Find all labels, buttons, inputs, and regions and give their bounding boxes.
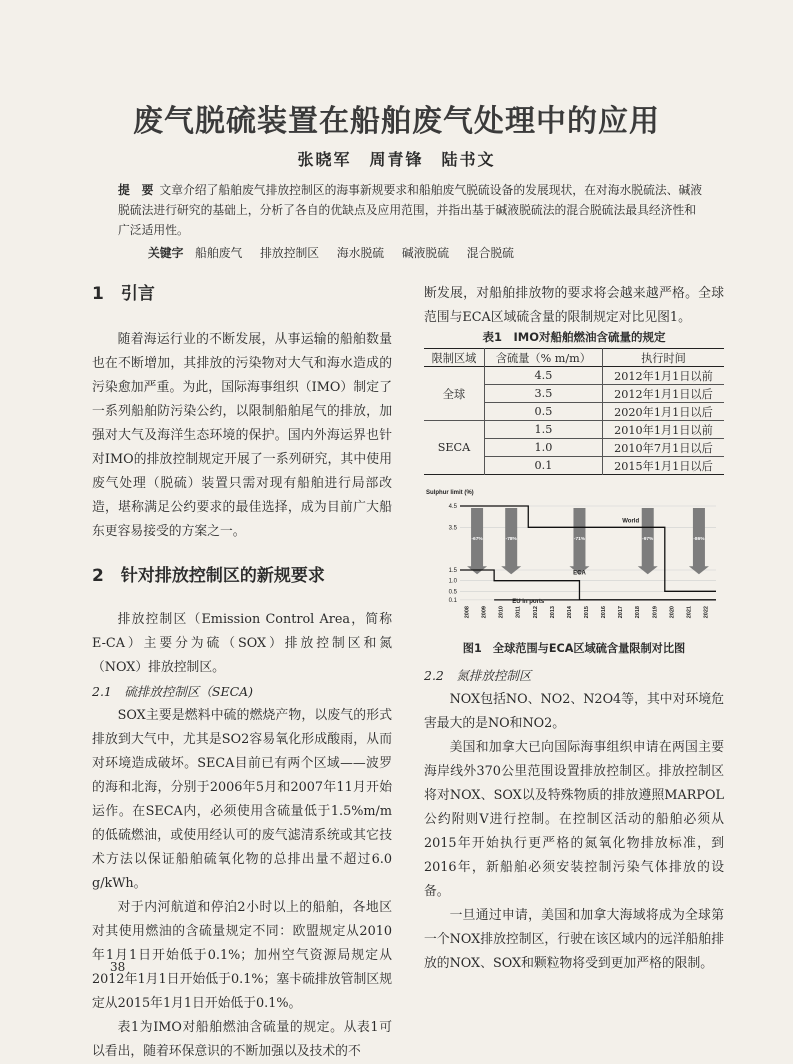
table-cell: 2010年1月1日以前 <box>614 423 713 437</box>
x-tick-label: 2010 <box>498 606 505 619</box>
table-cell: 2015年1月1日以后 <box>614 459 713 473</box>
x-tick-label: 2021 <box>686 606 693 619</box>
y-tick-label: 1.5 <box>448 568 457 574</box>
table-cell: 0.1 <box>484 457 602 475</box>
sulphur-limit-table <box>424 348 724 475</box>
x-tick-label: 2018 <box>635 606 642 619</box>
sulphur-chart <box>424 484 724 634</box>
x-tick-label: 2014 <box>566 606 573 619</box>
table-cell: 3.5 <box>484 385 602 403</box>
x-tick-label: 2012 <box>532 606 539 619</box>
keyword: 海水脱硫 <box>336 246 385 260</box>
keyword: 混合脱硫 <box>466 246 514 260</box>
section-2-1-paragraph: 表1为IMO对船舶燃油含硫量的规定。从表1可以看出，随着环保意识的不断加强以及技术的不 <box>92 1020 392 1059</box>
paper-title: 废气脱硫装置在船舶废气处理中的应用 <box>133 104 660 139</box>
abstract-text: 文章介绍了船舶废气排放控制区的海事新规要求和船舶废气脱硫设备的发展现状，在对海水脱硫法、碱液脱硫法进行研究的基础上，分析了各自的优缺点及应用范围，并指出基于碱液脱硫法的混合脱硫法最具经济性和广泛适用性。 <box>118 183 703 237</box>
section-2-2-paragraph: 美国和加拿大已向国际海事组织申请在两国主要海岸线外370公里范围设置排放控制区。排放控制区将对NOX、SOX以及特殊物质的排放遵照MARPOL公约附则V进行控制。在控制区活动的船舶必须从2015年开始执行更严格的氮氧化物排放标准，到2016年，新船舶必须安装控制污染气体排放的设备。 <box>424 740 724 899</box>
table-cell: 4.5 <box>484 367 602 385</box>
authors: 张晓军 周青锋 陆书文 <box>297 150 496 169</box>
y-tick-label: 4.5 <box>448 504 457 510</box>
section-2-2-heading: 2.2 氮排放控制区 <box>424 668 532 683</box>
table-cell: 2010年7月1日以后 <box>614 441 713 455</box>
figure-caption: 图1 全球范围与ECA区域硫含量限制对比图 <box>462 642 686 655</box>
x-tick-label: 2009 <box>481 606 488 619</box>
section-2-1-paragraph: 对于内河航道和停泊2小时以上的船舶，各地区对其使用燃油的含硫量规定不同：欧盟规定从2010年1月1日开始低于0.1%；加州空气资源局规定从2012年1月1日开始低于0.1%；塞卡硫排放管制区规定从2015年1月1日开始低于0.1%。 <box>92 900 392 1011</box>
right-column-top <box>424 282 724 330</box>
page-number: 38 <box>110 960 126 974</box>
table-cell: 2020年1月1日以后 <box>614 405 713 419</box>
table-row <box>424 367 724 385</box>
table-cell: 2012年1月1日以后 <box>614 387 713 401</box>
keyword: 排放控制区 <box>260 246 320 260</box>
x-tick-label: 2013 <box>549 606 556 619</box>
table-cell: 1.0 <box>484 439 602 457</box>
x-tick-label: 2015 <box>584 606 590 619</box>
abstract-label: 提 要 <box>118 183 154 197</box>
y-tick-label: 0.1 <box>448 597 457 604</box>
section-2-paragraph: 排放控制区（Emission Control Area，简称E-CA）主要分为硫（SOX）排放控制区和氮（NOX）排放控制区。 <box>92 612 392 675</box>
section-2-1-heading: 2.1 硫排放控制区（SECA) <box>92 684 254 699</box>
x-tick-label: 2019 <box>652 606 659 619</box>
continued-paragraph: 断发展，对船舶排放物的要求将会越来越严格。全球范围与ECA区域硫含量的限制规定对比见图1。 <box>424 286 724 325</box>
x-tick-label: 2008 <box>464 606 471 619</box>
series-label: ECA <box>573 570 586 577</box>
reduction-label: -71% <box>573 537 586 543</box>
table-cell-region: 全球 <box>424 367 484 421</box>
y-tick-label: 0.5 <box>448 589 457 596</box>
reduction-label: -78% <box>505 537 517 543</box>
keywords <box>148 244 708 261</box>
section-2-1-paragraph: SOX主要是燃料中硫的燃烧产物，以废气的形式排放到大气中，尤其是SO2容易氧化形成酸雨，从而对环境造成破坏。SECA目前已有两个区域——波罗的海和北海，分别于2006年5月和2007年11月开始运作。在SECA内，必须使用含硫量低于1.5%m/m的低硫燃油，或使用经认可的废气滤清系统或其它技术方法以保证船舶硫氧化物的总排出量不超过6.0 g/kWh。 <box>92 708 392 891</box>
table-cell: 1.5 <box>484 421 602 439</box>
table-row <box>424 421 724 439</box>
section-1-heading: 1 引言 <box>92 284 155 304</box>
section-2-2-paragraph: NOX包括NO、NO2、N2O4等，其中对环境危害最大的是NO和NO2。 <box>424 692 724 731</box>
table-header: 执行时间 <box>641 351 686 365</box>
reduction-label: -67% <box>471 537 483 543</box>
reduction-label: -86% <box>693 537 705 543</box>
section-1-paragraph: 随着海运行业的不断发展，从事运输的船舶数量也在不断增加，其排放的污染物对大气和海水造成的污染愈加严重。为此，国际海事组织（IMO）制定了一系列船舶防污染公约，以限制船舶尾气的排放，加强对大气及海洋生态环境的保护。国内外海运界也针对IMO的排放控制规定开展了一系列研究，其中使用废气处理（脱硫）装置只需对现有船舶进行局部改造，堪称满足公约要求的最佳选择，成为目前广大船东更容易接受的方案之一。 <box>92 332 392 539</box>
y-tick-label: 1.0 <box>448 578 457 585</box>
table-header-row <box>424 349 724 367</box>
section-2-2-paragraph: 一旦通过申请，美国和加拿大海域将成为全球第一个NOX排放控制区，行驶在该区域内的远洋船舶排放的NOX、SOX和颗粒物将受到更加严格的限制。 <box>424 908 724 971</box>
chart-svg <box>424 484 724 634</box>
series-label: EU in ports <box>512 598 545 605</box>
x-tick-label: 2022 <box>703 606 710 619</box>
abstract <box>118 180 706 240</box>
keyword: 船舶废气 <box>195 246 243 260</box>
keywords-label: 关键字 <box>148 246 184 260</box>
series-line-world <box>460 506 716 591</box>
y-axis-label: Sulphur limit (%) <box>426 490 474 496</box>
series-line-eca <box>460 570 716 600</box>
section-2-heading: 2 针对排放控制区的新规要求 <box>92 566 325 586</box>
keyword: 碱液脱硫 <box>401 246 450 260</box>
table-header: 限制区域 <box>424 349 484 367</box>
x-tick-label: 2017 <box>618 606 625 619</box>
reduction-label: -97% <box>642 537 654 543</box>
series-label: World <box>622 518 640 525</box>
right-column-bottom <box>424 664 724 976</box>
x-tick-label: 2011 <box>515 606 522 618</box>
left-column <box>92 282 392 1064</box>
x-tick-label: 2016 <box>601 606 608 619</box>
table-cell: 2012年1月1日以前 <box>614 369 713 383</box>
x-tick-label: 2020 <box>669 606 676 619</box>
table-cell-region: SECA <box>424 421 484 475</box>
y-tick-label: 3.5 <box>448 525 457 532</box>
table-cell: 0.5 <box>484 403 602 421</box>
table-header: 含硫量（% m/m） <box>484 349 602 367</box>
table-caption: 表1 IMO对船舶燃油含硫量的规定 <box>482 330 666 344</box>
